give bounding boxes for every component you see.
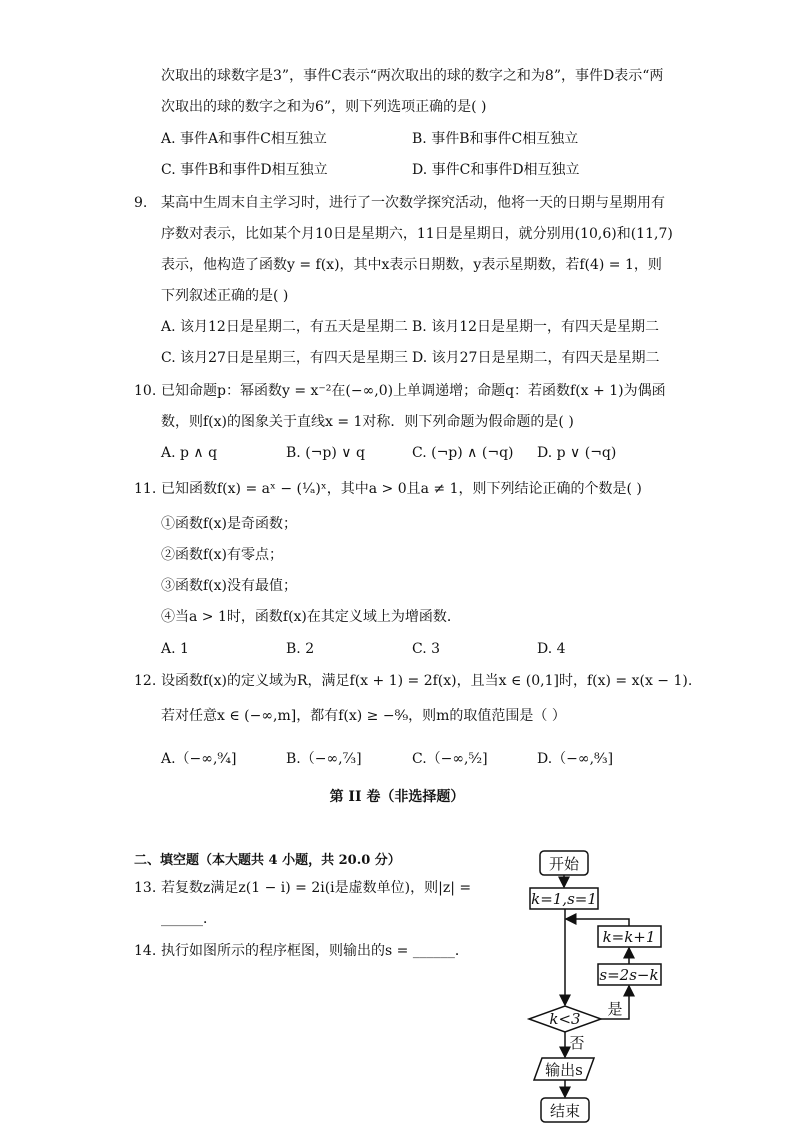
q9-line-2: 序数对表示，比如某个月10日是星期六，11日是星期日，就分别用(10,6)和(11,7) <box>161 226 673 242</box>
flowchart-assign-label: s=2s−k <box>599 966 659 984</box>
q13-number: 13. <box>134 880 157 896</box>
part-2-title: 第 II 卷（非选择题） <box>329 789 465 805</box>
q14-line-1: 执行如图所示的程序框图，则输出的s = ______． <box>161 943 469 959</box>
q10-option-c: C. (¬p) ∧ (¬q) <box>412 445 514 461</box>
q12-option-a: A.（−∞,⁹⁄₄] <box>161 751 237 767</box>
flowchart-no-label: 否 <box>569 1034 585 1052</box>
q12-option-c: C.（−∞,⁵⁄₂] <box>412 751 488 767</box>
q11-option-b: B. 2 <box>286 641 315 657</box>
flowchart-output-label: 输出s <box>545 1061 583 1079</box>
q12-number: 12. <box>134 673 157 689</box>
flowchart-condition-label: k<3 <box>549 1010 581 1028</box>
q8-option-d: D. 事件C和事件D相互独立 <box>412 162 580 178</box>
q9-option-b: B. 该月12日是星期一，有四天是星期二 <box>412 319 660 335</box>
q11-option-c: C. 3 <box>412 641 441 657</box>
q10-option-d: D. p ∨ (¬q) <box>537 445 617 461</box>
q10-number: 10. <box>134 383 157 399</box>
q11-item-3: ③函数f(x)没有最值； <box>161 578 298 594</box>
q11-item-1: ①函数f(x)是奇函数； <box>161 516 298 532</box>
q8-option-b: B. 事件B和事件C相互独立 <box>412 131 579 147</box>
q11-option-a: A. 1 <box>161 641 189 657</box>
q11-item-4: ④当a > 1时，函数f(x)在其定义域上为增函数． <box>161 609 461 625</box>
q9-line-1: 某高中生周末自主学习时，进行了一次数学探究活动，他将一天的日期与星期用有 <box>161 195 665 211</box>
q11-item-2: ②函数f(x)有零点； <box>161 547 284 563</box>
flowchart-start-label: 开始 <box>548 855 580 873</box>
section-2-heading: 二、填空题（本大题共 4 小题，共 20.0 分） <box>134 853 401 868</box>
q8-line-1: 次取出的球数字是3”，事件C表示“两次取出的球的数字之和为8”，事件D表示“两 <box>161 68 664 84</box>
q9-option-d: D. 该月27日是星期二，有四天是星期二 <box>412 350 660 366</box>
q10-option-a: A. p ∧ q <box>161 445 218 461</box>
q10-line-2: 数，则f(x)的图象关于直线x = 1对称．则下列命题为假命题的是( ) <box>161 414 574 430</box>
q12-option-d: D.（−∞,⁸⁄₃] <box>537 751 614 767</box>
q12-option-b: B.（−∞,⁷⁄₃] <box>286 751 362 767</box>
q11-line-1: 已知函数f(x) = aˣ − (¹⁄ₐ)ˣ，其中a > 0且a ≠ 1，则下列结论正确的个数是( ) <box>161 481 642 497</box>
q11-number: 11. <box>134 481 157 497</box>
q9-line-4: 下列叙述正确的是( ) <box>161 288 289 304</box>
q10-line-1: 已知命题p：幂函数y = x⁻²在(−∞,0)上单调递增；命题q：若函数f(x + 1)为偶函 <box>161 383 666 399</box>
flowchart-yes-label: 是 <box>607 1000 623 1018</box>
q12-line-2: 若对任意x ∈ (−∞,m]，都有f(x) ≥ −⁸⁄₉，则m的取值范围是（ ） <box>161 708 566 724</box>
q10-option-b: B. (¬p) ∨ q <box>286 445 365 461</box>
flowchart-end-label: 结束 <box>549 1102 581 1120</box>
q14-number: 14. <box>134 943 157 959</box>
q9-option-c: C. 该月27日是星期三，有四天是星期三 <box>161 350 408 366</box>
flowchart-init-label: k=1,s=1 <box>531 890 597 908</box>
q9-number: 9. <box>134 195 148 211</box>
q8-option-c: C. 事件B和事件D相互独立 <box>161 162 328 178</box>
q13-line-1: 若复数z满足z(1 − i) = 2i(i是虚数单位)，则|z| = <box>161 880 472 896</box>
flowchart-increment-label: k=k+1 <box>602 928 656 946</box>
q9-line-3: 表示，他构造了函数y = f(x)，其中x表示日期数，y表示星期数，若f(4) = 1，则 <box>161 257 662 273</box>
q12-line-1: 设函数f(x)的定义域为R，满足f(x + 1) = 2f(x)，且当x ∈ (0,1]时，f(x) = x(x − 1). <box>161 673 693 689</box>
q9-option-a: A. 该月12日是星期二，有五天是星期二 <box>161 319 408 335</box>
q8-option-a: A. 事件A和事件C相互独立 <box>161 131 327 147</box>
q8-line-2: 次取出的球的数字之和为6”，则下列选项正确的是( ) <box>161 99 487 115</box>
q11-option-d: D. 4 <box>537 641 566 657</box>
q13-answer-blank: ______． <box>161 911 217 927</box>
